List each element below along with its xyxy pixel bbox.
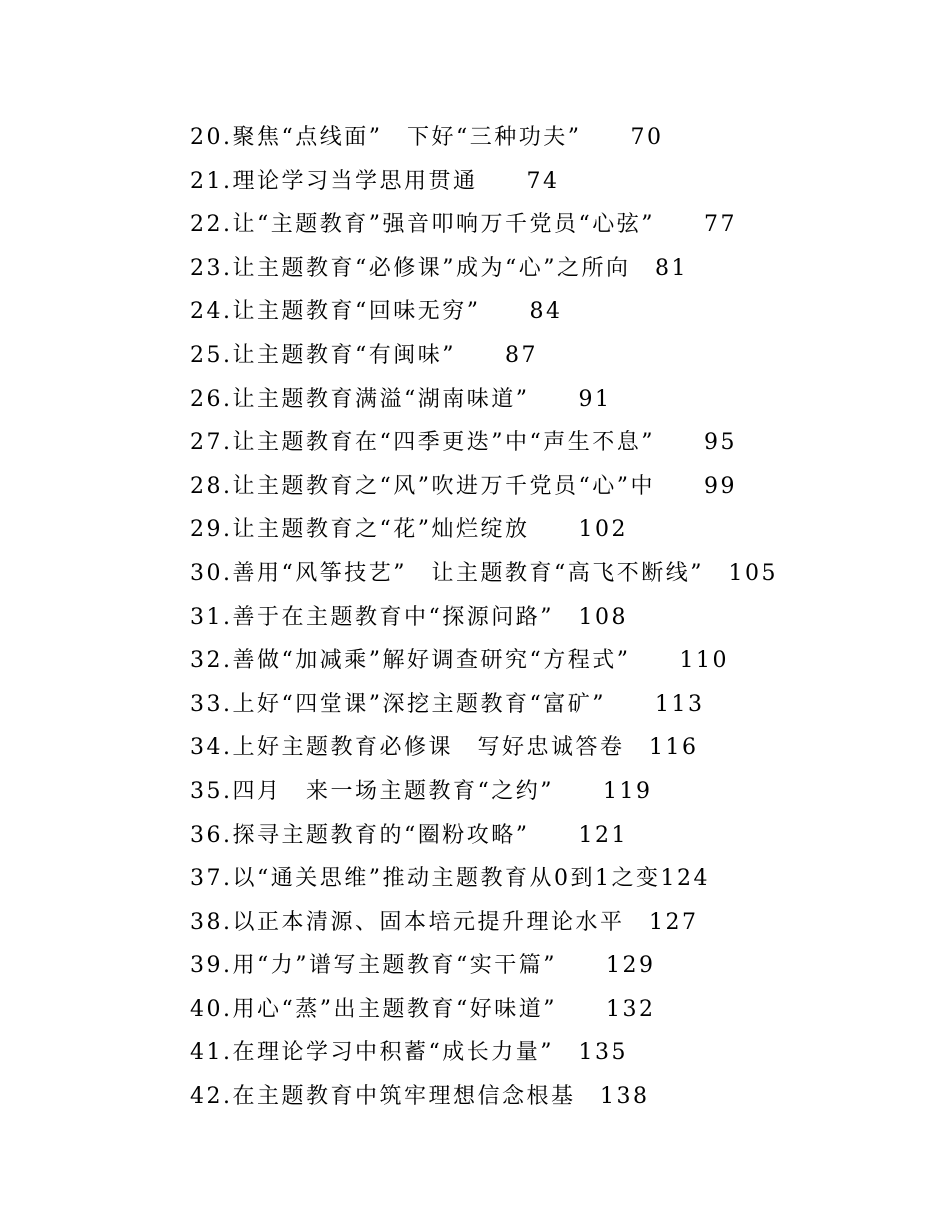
table-of-contents: [190, 116, 910, 1119]
toc-entry: 41.在理论学习中积蓄“成长力量” 135: [190, 1040, 628, 1066]
toc-entry: 29.让主题教育之“花”灿烂绽放 102: [190, 517, 628, 543]
toc-entry: 39.用“力”谱写主题教育“实干篇” 129: [190, 953, 656, 979]
toc-entry: 38.以正本清源、固本培元提升理论水平 127: [190, 909, 699, 935]
toc-entry: 24.让主题教育“回味无穷” 84: [190, 299, 563, 325]
toc-entry: 32.善做“加减乘”解好调查研究“方程式” 110: [190, 648, 729, 674]
toc-entry: 28.让主题教育之“风”吹进万千党员“心”中 99: [190, 473, 737, 499]
toc-entry: 34.上好主题教育必修课 写好忠诚答卷 116: [190, 735, 699, 761]
toc-entry: 20.聚焦“点线面” 下好“三种功夫” 70: [190, 125, 664, 150]
toc-entry: 21.理论学习当学思用贯通 74: [190, 168, 560, 194]
toc-entry: 37.以“通关思维”推动主题教育从0到1之变124: [190, 866, 710, 892]
toc-entry: 26.让主题教育满溢“湖南味道” 91: [190, 386, 612, 412]
toc-entry: 31.善于在主题教育中“探源问路” 108: [190, 604, 628, 630]
toc-entry: 23.让主题教育“必修课”成为“心”之所向 81: [190, 255, 688, 281]
toc-entry: 40.用心“蒸”出主题教育“好味道” 132: [190, 996, 656, 1022]
toc-entry: 36.探寻主题教育的“圈粉攻略” 121: [190, 822, 628, 848]
toc-entry: 35.四月 来一场主题教育“之约” 119: [190, 778, 653, 804]
toc-entry: 33.上好“四堂课”深挖主题教育“富矿” 113: [190, 691, 705, 717]
toc-entry: 27.让主题教育在“四季更迭”中“声生不息” 95: [190, 430, 737, 456]
toc-entry: 25.让主题教育“有闽味” 87: [190, 342, 538, 368]
toc-entry: 42.在主题教育中筑牢理想信念根基 138: [190, 1084, 650, 1110]
toc-entry: 30.善用“风筝技艺” 让主题教育“高飞不断线” 105: [190, 560, 778, 586]
toc-entry: 22.让“主题教育”强音叩响万千党员“心弦” 77: [190, 212, 737, 238]
